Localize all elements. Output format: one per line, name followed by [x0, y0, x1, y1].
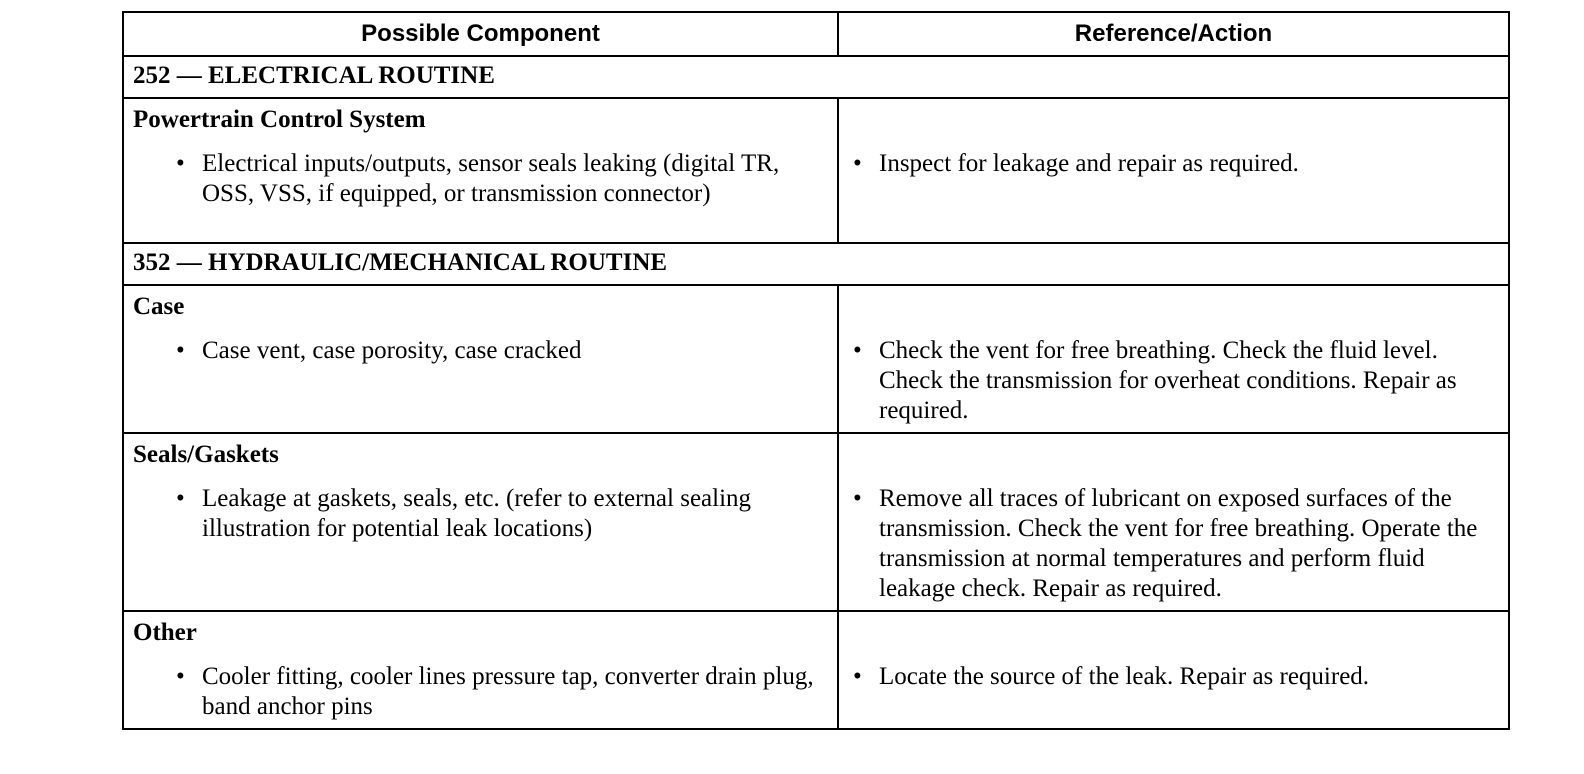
- action-cell: [838, 433, 1509, 611]
- table-header-row: [123, 12, 1509, 56]
- action-text: Check the vent for free breathing. Check the fluid level. Check the transmission for overheat conditions. Repair as required.: [879, 337, 1457, 424]
- category-label: Powertrain Control System: [133, 106, 426, 133]
- component-text: Case vent, case porosity, case cracked: [202, 337, 582, 364]
- component-text: Electrical inputs/outputs, sensor seals leaking (digital TR, OSS, VSS, if equipped, or transmission connector): [202, 150, 780, 207]
- component-bullet: [124, 662, 837, 722]
- section-row: [123, 243, 1509, 285]
- category-label: Seals/Gaskets: [133, 441, 279, 468]
- bullet-icon: •: [176, 663, 185, 690]
- action-bullet: [839, 662, 1508, 692]
- bullet-icon: •: [176, 150, 185, 177]
- diagnosis-table: [122, 11, 1510, 730]
- table-row: [123, 98, 1509, 243]
- action-cell: [838, 611, 1509, 729]
- component-cell: [123, 433, 838, 611]
- action-cell: [838, 285, 1509, 433]
- component-cell: [123, 285, 838, 433]
- section-title-electrical-routine: 252 — ELECTRICAL ROUTINE: [123, 56, 1509, 98]
- bullet-icon: •: [853, 663, 862, 690]
- bullet-icon: •: [853, 337, 862, 364]
- component-cell: [123, 611, 838, 729]
- bullet-icon: •: [176, 485, 185, 512]
- action-cell: [838, 98, 1509, 243]
- section-row: [123, 56, 1509, 98]
- action-bullet: [839, 149, 1508, 179]
- bullet-icon: •: [853, 485, 862, 512]
- action-text: Remove all traces of lubricant on exposed surfaces of the transmission. Check the vent for free breathing. Operate the transmission at normal temperatures and perform fluid leakage check. Repair as required.: [879, 485, 1478, 602]
- table-row: [123, 433, 1509, 611]
- component-cell: [123, 98, 838, 243]
- component-bullet: [124, 484, 837, 544]
- action-bullet: [839, 484, 1508, 604]
- bullet-icon: •: [853, 150, 862, 177]
- column-header-possible-component: Possible Component: [123, 12, 838, 56]
- section-title-hydraulic-mechanical-routine: 352 — HYDRAULIC/MECHANICAL ROUTINE: [123, 243, 1509, 285]
- action-text: Inspect for leakage and repair as required.: [879, 150, 1299, 177]
- component-text: Cooler fitting, cooler lines pressure tap, converter drain plug, band anchor pins: [202, 663, 814, 720]
- action-bullet: [839, 336, 1508, 426]
- component-bullet: [124, 336, 837, 366]
- action-text: Locate the source of the leak. Repair as required.: [879, 663, 1370, 690]
- bullet-icon: •: [176, 337, 185, 364]
- table-row: [123, 285, 1509, 433]
- component-bullet: [124, 149, 837, 209]
- category-label: Case: [133, 293, 185, 320]
- column-header-reference-action: Reference/Action: [838, 12, 1509, 56]
- category-label: Other: [133, 619, 197, 646]
- table-row: [123, 611, 1509, 729]
- component-text: Leakage at gaskets, seals, etc. (refer to external sealing illustration for potential leak locations): [202, 485, 752, 542]
